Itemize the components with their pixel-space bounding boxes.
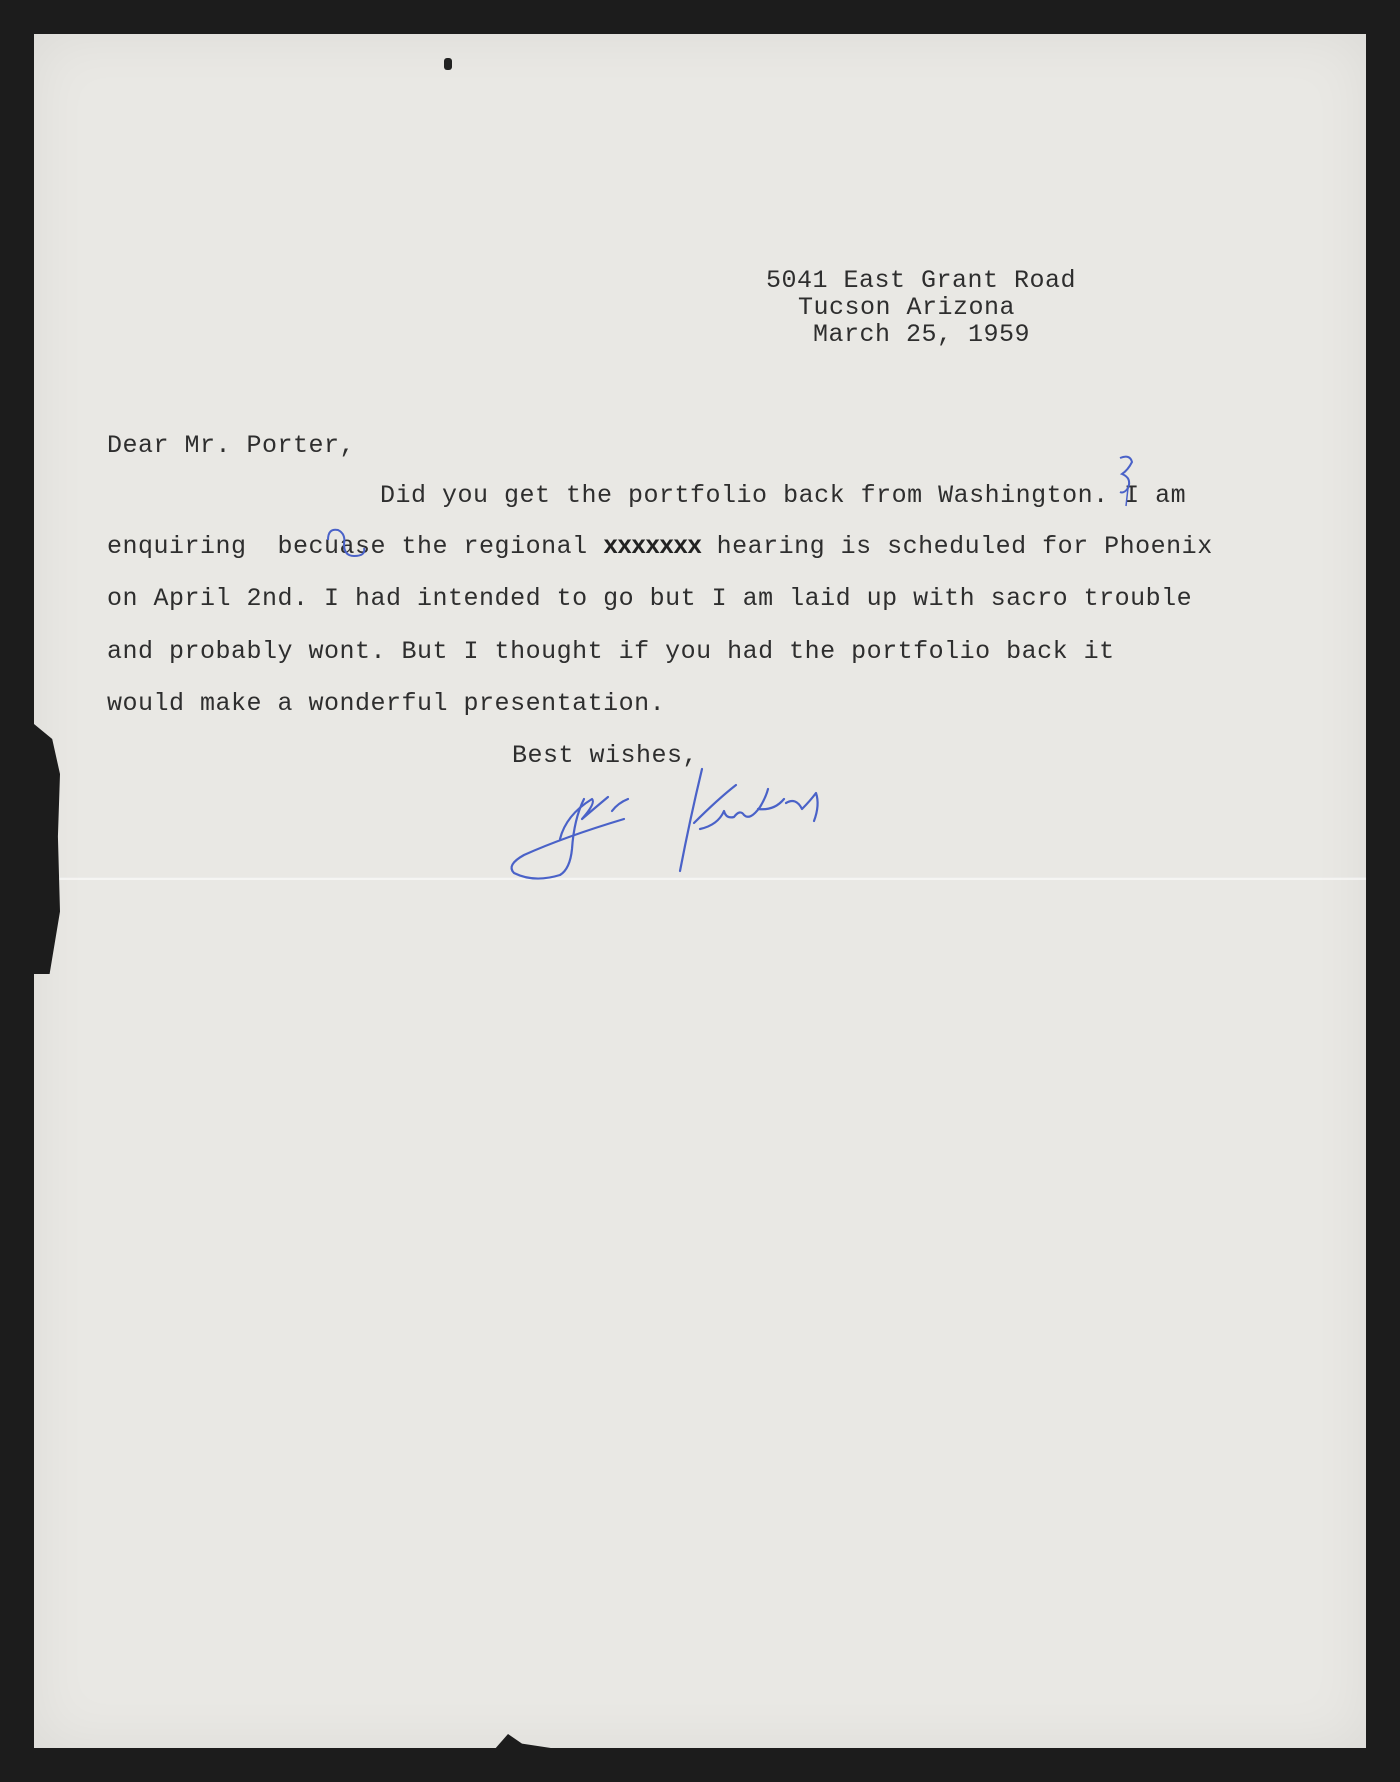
body-line-3: on April 2nd. I had intended to go but I am laid up with sacro trouble [107, 584, 1193, 613]
letter-date: March 25, 1959 [813, 320, 1031, 349]
signature [504, 759, 964, 909]
body-line-4: and probably wont. But I thought if you had the portfolio back it [107, 637, 1115, 666]
body-line-2 [107, 532, 1213, 561]
body-line-5: would make a wonderful presentation. [107, 689, 666, 718]
body-line-2-end: hearing is scheduled for Phoenix [701, 532, 1213, 561]
body-line-2-start: enquiring becuase the regional [107, 532, 604, 561]
struck-out-word: xxxxxxx [603, 532, 702, 561]
torn-edge [34, 724, 60, 974]
letter-sheet [34, 34, 1366, 1748]
body-line-1: Did you get the portfolio back from Washington. I am [380, 481, 1187, 510]
address-street: 5041 East Grant Road [766, 266, 1077, 295]
correction-mark-swap [322, 524, 372, 564]
punch-mark [444, 58, 452, 70]
correction-mark-question [1114, 452, 1144, 510]
closing: Best wishes, [512, 741, 699, 770]
salutation: Dear Mr. Porter, [107, 431, 356, 460]
address-city: Tucson Arizona [798, 293, 1016, 322]
bottom-tear [494, 1734, 564, 1750]
